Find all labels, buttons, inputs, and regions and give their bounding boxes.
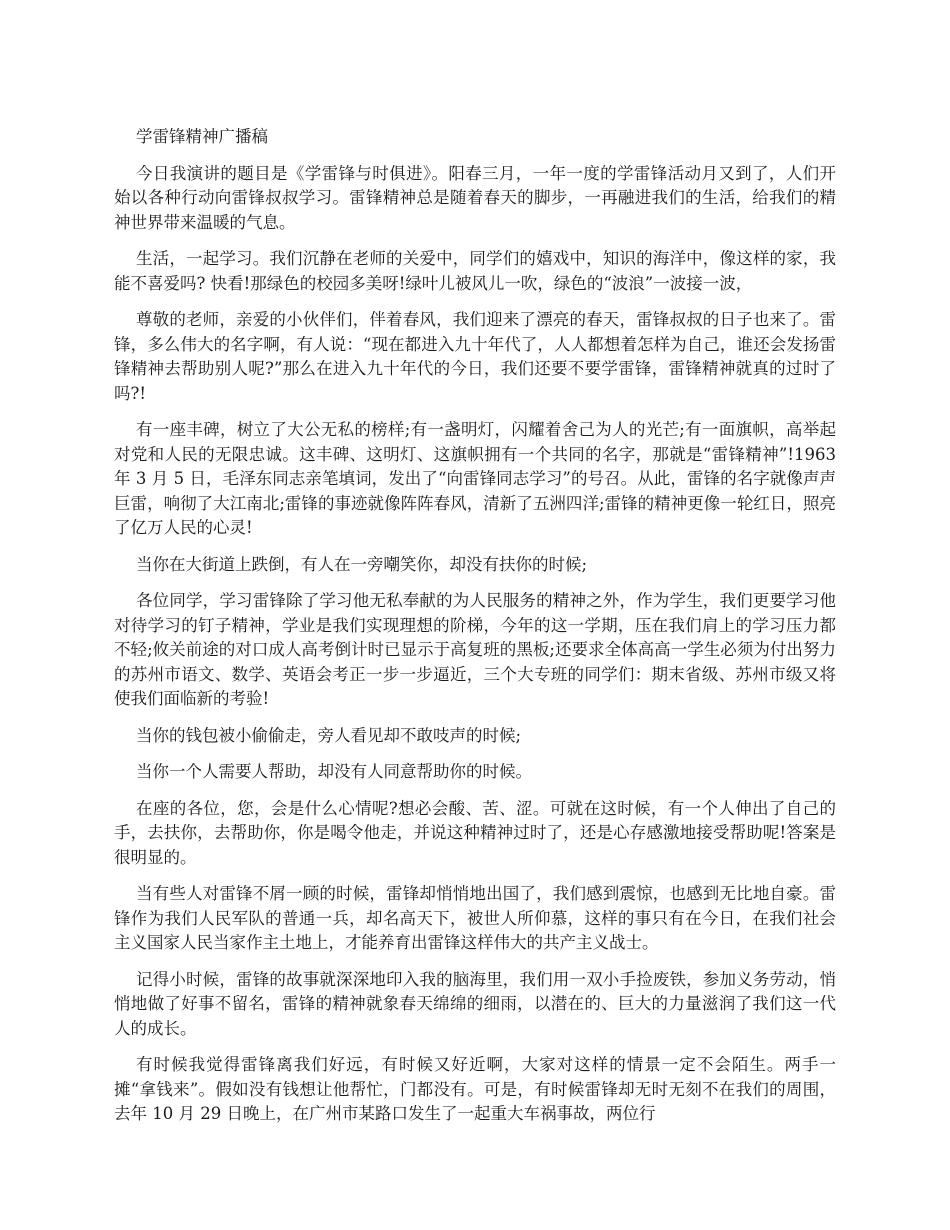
paragraph-2: 生活，一起学习。我们沉静在老师的关爱中，同学们的嬉戏中，知识的海洋中，像这样的家，我能不喜爱吗? 快看!那绿色的校园多美呀!绿叶儿被风儿一吹，绿色的“波浪”一波接一波， (114, 249, 836, 293)
paragraph-1: 今日我演讲的题目是《学雷锋与时俱进》。阳春三月，一年一度的学雷锋活动月又到了，人们开始以各种行动向雷锋叔叔学习。雷锋精神总是随着春天的脚步，一再融进我们的生活，给我们的精神世界带来温暖的气息。 (114, 163, 836, 232)
document-body (114, 125, 836, 1139)
paragraph-7: 当你的钱包被小偷偷走，旁人看见却不敢吱声的时候; (136, 725, 522, 745)
paragraph-8: 当你一个人需要人帮助，却没有人同意帮助你的时候。 (136, 762, 532, 781)
paragraph-4: 有一座丰碑，树立了大公无私的榜样;有一盏明灯，闪耀着舍己为人的光芒;有一面旗帜，高举起对党和人民的无限忠诚。这丰碑、这明灯、这旗帜拥有一个共同的名字，那就是“雷锋精神”!1963 年 3 月 5 日，毛泽东同志亲笔填词，发出了“向雷锋同志学习”的号召。从此，雷锋的名字就像声声巨雷，响彻了大江南北;雷锋的事迹就像阵阵春风，清新了五洲四洋;雷锋的精神更像一轮红日，照亮了亿万人民的心灵! (114, 420, 836, 537)
paragraph-10: 当有些人对雷锋不屑一顾的时候，雷锋却悄悄地出国了，我们感到震惊，也感到无比地自豪。雷锋作为我们人民军队的普通一兵，却名高天下，被世人所仰慕，这样的事只有在今日，在我们社会主义国家人民当家作主土地上，才能养育出雷锋这样伟大的共产主义战士。 (114, 884, 836, 952)
paragraph-3: 尊敬的老师，亲爱的小伙伴们，伴着春风，我们迎来了漂亮的春天，雷锋叔叔的日子也来了。雷锋，多么伟大的名字啊，有人说：“现在都进入九十年代了，人人都想着怎样为自己，谁还会发扬雷锋精神去帮助别人呢?”那么在进入九十年代的今日，我们还要不要学雷锋，雷锋精神就真的过时了吗?! (114, 310, 836, 403)
paragraph-5: 当你在大街道上跌倒，有人在一旁嘲笑你，却没有扶你的时候; (136, 554, 588, 574)
paragraph-6: 各位同学，学习雷锋除了学习他无私奉献的为人民服务的精神之外，作为学生，我们更要学习他对待学习的钉子精神，学业是我们实现理想的阶梯，今年的这一学期，压在我们肩上的学习压力都不轻;攸关前途的对口成人高考倒计时已显示于高复班的黑板;还要求全体高高一学生必须为付出努力的苏州市语文、数学、英语会考正一步一步逼近，三个大专班的同学们：期末省级、苏州市级又将使我们面临新的考验! (114, 591, 836, 708)
paragraph-12: 有时候我觉得雷锋离我们好远，有时候又好近啊，大家对这样的情景一定不会陌生。两手一摊“拿钱来”。假如没有钱想让他帮忙，门都没有。可是，有时候雷锋却无时无刻不在我们的周围，去年 10 月 29 日晚上，在广州市某路口发生了一起重大车祸事故，两位行 (114, 1055, 836, 1123)
document-title: 学雷锋精神广播稿 (136, 127, 268, 146)
paragraph-9: 在座的各位，您，会是什么心情呢?想必会酸、苦、涩。可就在这时候，有一个人伸出了自己的手，去扶你，去帮助你，你是喝令他走，并说这种精神过时了，还是心存感激地接受帮助呢!答案是很明显的。 (114, 798, 836, 867)
paragraph-11: 记得小时候，雷锋的故事就深深地印入我的脑海里，我们用一双小手捡废铁，参加义务劳动，悄悄地做了好事不留名，雷锋的精神就象春天绵绵的细雨，以潜在的、巨大的力量滋润了我们这一代人的成长。 (114, 969, 836, 1038)
